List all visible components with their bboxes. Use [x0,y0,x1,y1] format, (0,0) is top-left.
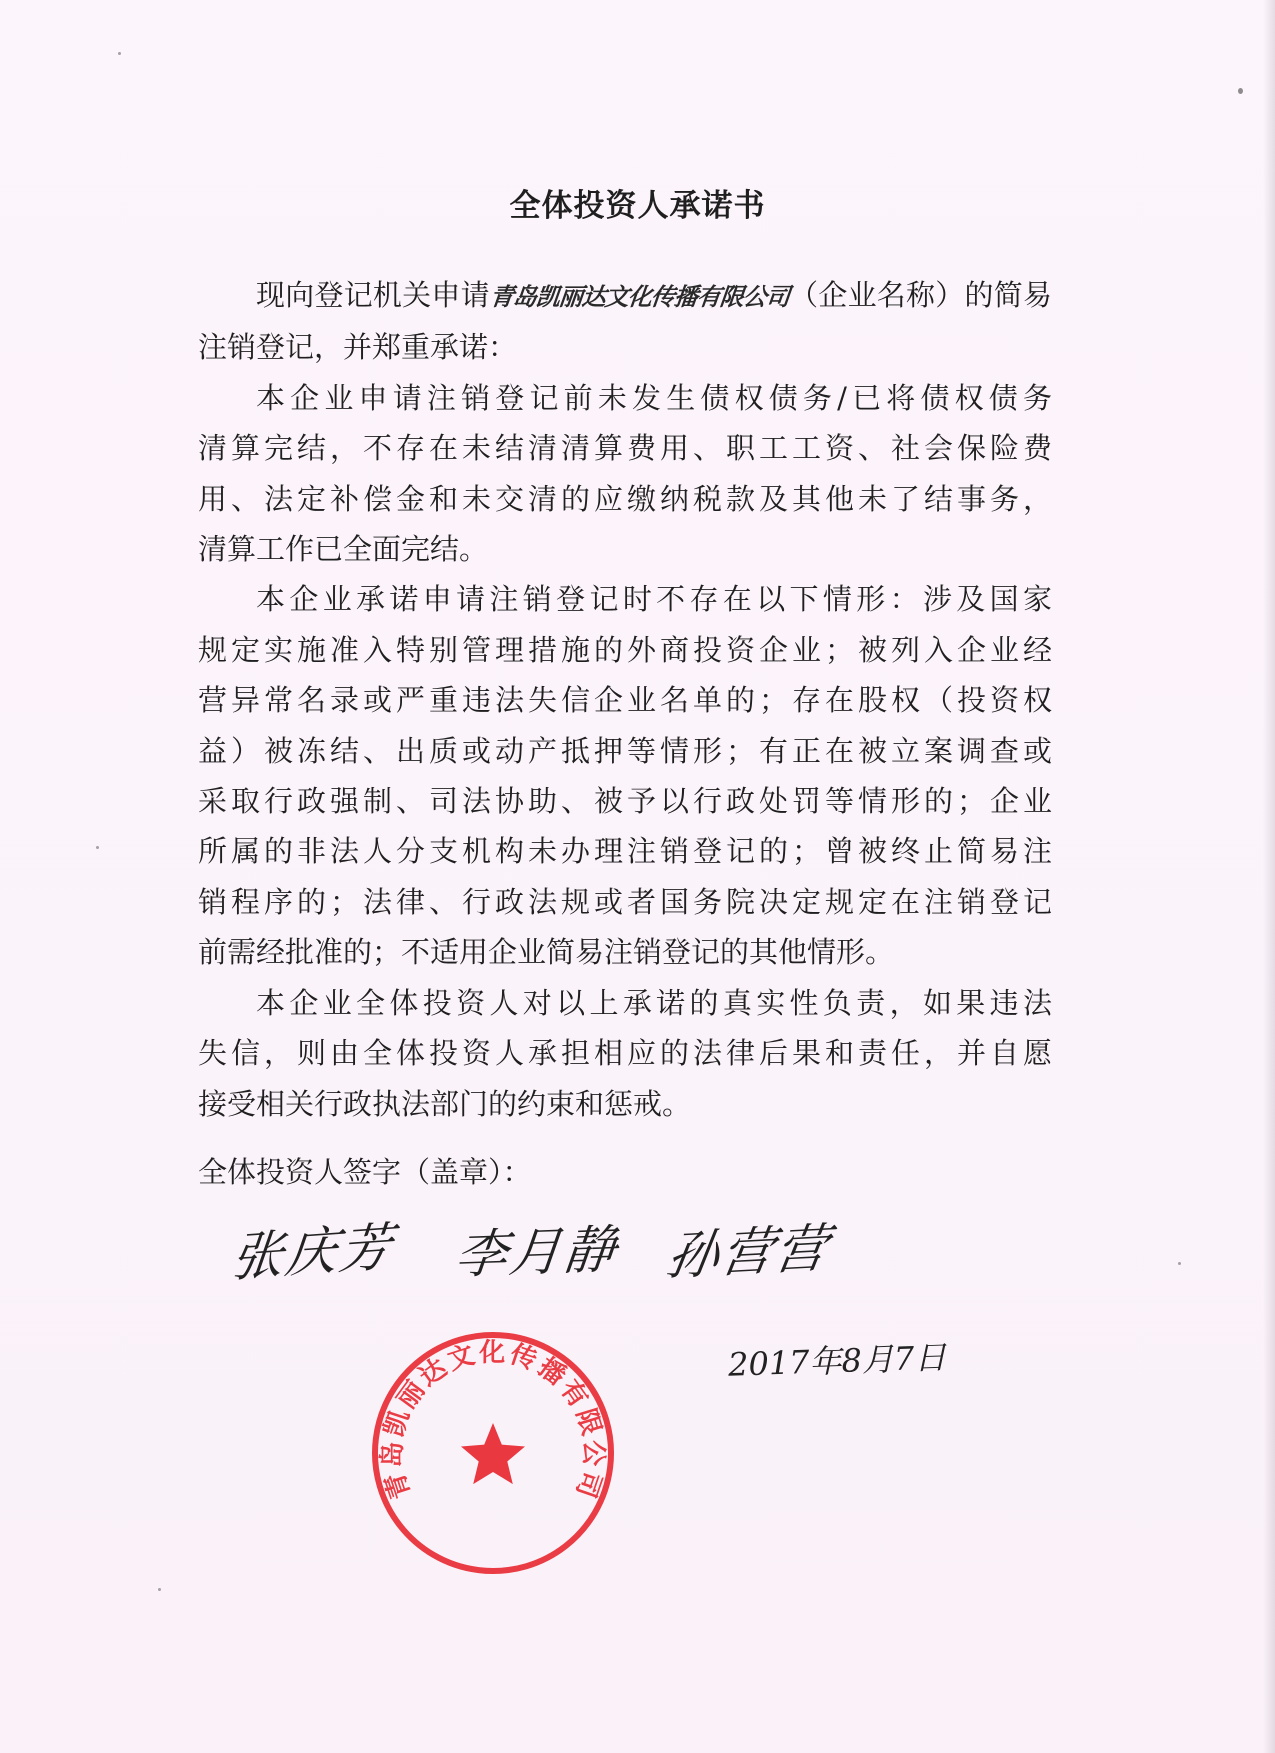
commitment-body [198,270,1052,1129]
seal-text-path: 青岛凯丽达文化传播有限公司 [377,1337,609,1505]
company-seal-icon [368,1328,618,1578]
paragraph-line: 注销登记，并郑重承诺： [198,330,518,365]
paragraph-line: 失信，则由全体投资人承担相应的法律后果和责任，并自愿 [198,1036,1052,1071]
paragraph-line [198,270,1052,322]
paragraph-line: 采取行政强制、司法协助、被予以行政处罚等情形的；企业 [198,784,1052,819]
paragraph-line: 本企业申请注销登记前未发生债权债务/已将债权债务 [256,380,1052,415]
signature-3: 孙营营 [662,1218,834,1288]
paragraph-line: 清算工作已全面完结。 [198,532,489,567]
paragraph-line: 所属的非法人分支机构未办理注销登记的；曾被终止简易注 [198,834,1052,869]
paragraph-line: 前需经批准的；不适用企业简易注销登记的其他情形。 [198,935,895,970]
paragraph-exclusions [198,574,1052,977]
scan-speck [118,52,121,55]
scan-edge-shadow [1263,0,1275,1753]
paragraph-line: 规定实施准入特别管理措施的外商投资企业；被列入企业经 [198,632,1052,667]
signature-2: 李月静 [452,1220,621,1286]
signature-row [0,1210,1275,1310]
paragraph-debts [198,373,1052,575]
scan-speck [158,1588,161,1591]
paragraph-line: 本企业承诺申请注销登记时不存在以下情形：涉及国家 [256,582,1052,617]
seal-star [461,1423,525,1484]
paragraph-application [198,270,1052,373]
paragraph-line: 本企业全体投资人对以上承诺的真实性负责，如果违法 [256,985,1052,1020]
scan-speck [1238,88,1243,94]
document-title: 全体投资人承诺书 [509,188,766,224]
paragraph-line: 接受相关行政执法部门的约束和惩戒。 [198,1086,692,1121]
company-name-handwritten: 青岛凯丽达文化传播有限公司 [488,283,791,311]
paragraph-line: 清算完结，不存在未结清清算费用、职工工资、社会保险费 [198,431,1052,466]
paragraph-line: 用、法定补偿金和未交清的应缴纳税款及其他未了结事务， [198,481,1052,516]
scan-speck [96,846,99,849]
paragraph-line: 益）被冻结、出质或动产抵押等情形；有正在被立案调查或 [198,733,1052,768]
paragraph-line: 销程序的；法律、行政法规或者国务院决定规定在注销登记 [198,884,1052,919]
paragraph-line: 营异常名录或严重违法失信企业名单的；存在股权（投资权 [198,683,1052,718]
signature-label: 全体投资人签字（盖章）： [198,1155,532,1189]
paragraph-responsibility [198,978,1052,1129]
signing-date: 2017年8月7日 [727,1338,947,1384]
application-suffix: （企业名称）的简易 [788,278,1052,312]
signature-1: 张庆芳 [228,1217,397,1290]
application-prefix: 现向登记机关申请 [256,278,490,312]
